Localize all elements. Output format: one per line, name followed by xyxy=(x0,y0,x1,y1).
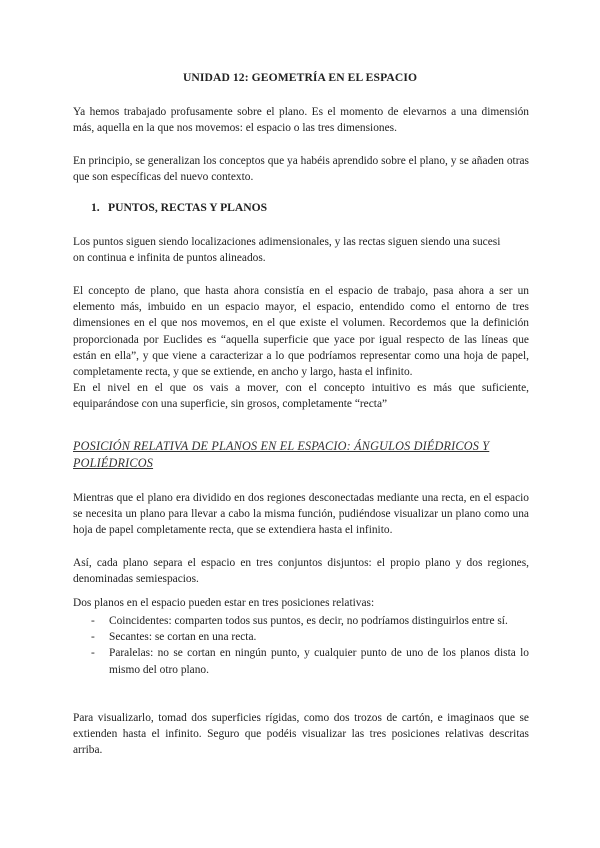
list-marker: - xyxy=(91,615,95,627)
list-item-text: Secantes: se cortan en una recta. xyxy=(109,631,257,644)
list-item-text: Paralelas: no se cortan en ningún punto, y cualquier punto de uno de los planos dista lo mismo del otro plano. xyxy=(109,647,529,676)
list-item-text: Coincidentes: comparten todos sus puntos, es decir, no podríamos distinguirlos entre sí. xyxy=(109,615,508,627)
subsection-heading: POSICIÓN RELATIVA DE PLANOS EN EL ESPACIO: ÁNGULOS DIÉDRICOS Y POLIÉDRICOS xyxy=(73,439,490,470)
section-heading-text: PUNTOS, RECTAS Y PLANOS xyxy=(108,201,268,214)
relative-positions-list xyxy=(73,613,529,678)
closing-paragraph: Para visualizarlo, tomad dos superficies rígidas, como dos trozos de cartón, e imaginaos que se extienden hasta el infinito. Seguro que podéis visualizar las tres posiciones relativas descritas arriba. xyxy=(73,712,529,757)
list-marker: - xyxy=(91,647,95,660)
section-paragraph-2: El concepto de plano, que hasta ahora consistía en el espacio de trabajo, pasa ahora a ser un elemento más, imbuido en un espacio mayor, el espacio, entendido como el entorno de tres dimensiones en el que nos movemos, en el que existe el volumen. Recordemos que la definición proporcionada por Euclides es “aquella superficie que yace por igual respecto de las líneas que están en ella”, y que viene a caracterizar a lo que podríamos representar como una hoja de papel, completamente recta, y que se extiende, en ancho y largo, hasta el infinito. xyxy=(73,285,529,379)
document-title: UNIDAD 12: GEOMETRÍA EN EL ESPACIO xyxy=(182,71,418,84)
subsection-paragraph-1: Mientras que el plano era dividido en dos regiones desconectadas mediante una recta, en el espacio se necesita un plano para llevar a cabo la misma función, pudiéndose visualizar un plano como una hoja de papel completamente recta, que se extendiera hasta el infinito. xyxy=(73,492,529,537)
section-paragraph-1b: on continua e infinita de puntos alineados. xyxy=(73,252,266,264)
list-item xyxy=(73,645,529,677)
section-number: 1. xyxy=(91,201,100,214)
intro-paragraph-1: Ya hemos trabajado profusamente sobre el plano. Es el momento de elevarnos a una dimensión más, aquella en la que nos movemos: el espacio o las tres dimensiones. xyxy=(73,106,529,135)
subsection-paragraph-2: Así, cada plano separa el espacio en tres conjuntos disjuntos: el propio plano y dos regiones, denominadas semiespacios. xyxy=(73,557,529,586)
section-heading xyxy=(91,200,267,216)
intro-paragraph-2: En principio, se generalizan los conceptos que ya habéis aprendido sobre el plano, y se añaden otras que son específicas del nuevo contexto. xyxy=(73,155,529,184)
list-item xyxy=(73,629,529,645)
list-marker: - xyxy=(91,631,95,644)
list-item xyxy=(73,613,529,629)
subsection-paragraph-3: Dos planos en el espacio pueden estar en tres posiciones relativas: xyxy=(73,597,375,609)
section-paragraph-1a: Los puntos siguen siendo localizaciones adimensionales, y las rectas siguen siendo una sucesi xyxy=(73,236,501,248)
section-paragraph-3: En el nivel en el que os vais a mover, con el concepto intuitivo es más que suficiente, equiparándose con una superficie, sin grosos, completamente “recta” xyxy=(73,382,529,411)
